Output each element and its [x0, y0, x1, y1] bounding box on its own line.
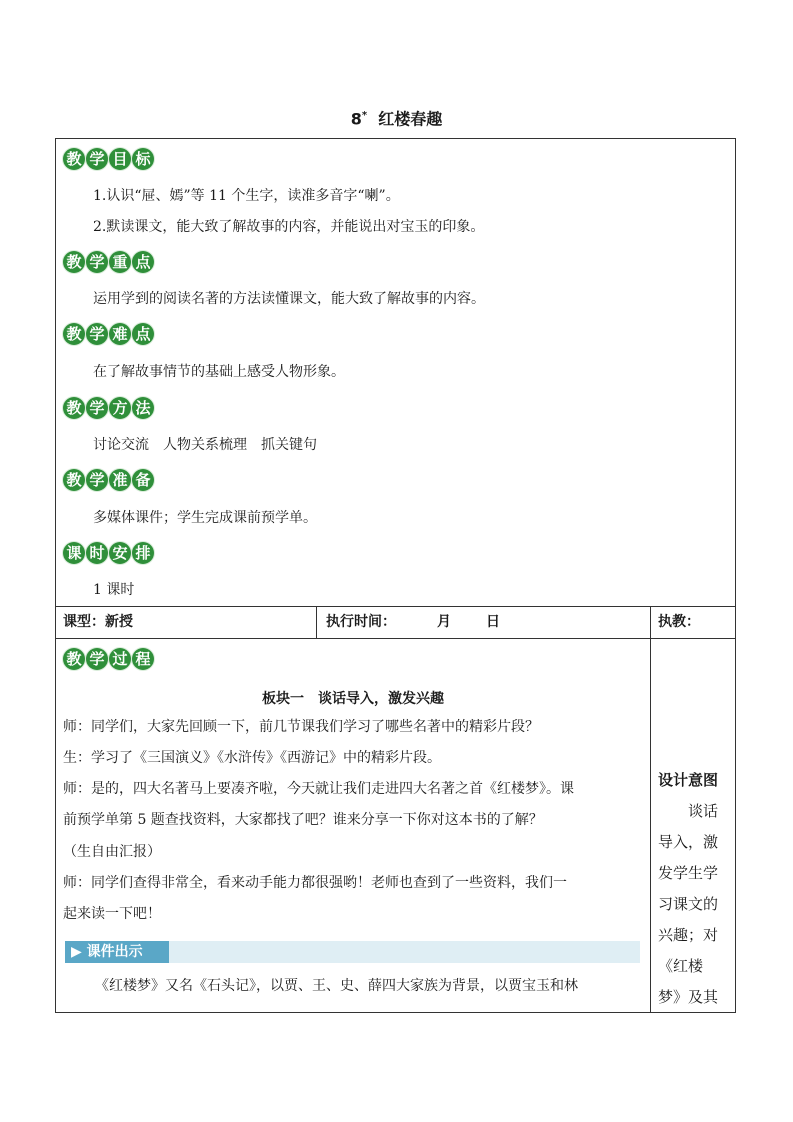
preparation-badge: 教 学 准 备 — [63, 469, 155, 491]
dialogue-line: （生自由汇报） — [63, 844, 161, 860]
table-divider — [55, 638, 736, 639]
methods-badge: 教 学 方 法 — [63, 397, 155, 419]
schedule-text: 1 课时 — [93, 582, 135, 598]
design-intent-line: 梦》及其 — [658, 988, 719, 1006]
design-intent-line: 兴趣；对 — [658, 926, 719, 944]
dialogue-line: 师：同学们查得非常全，看来动手能力都很强哟！老师也查到了一些资料，我们一 — [63, 875, 567, 891]
teacher-label: 执教： — [658, 614, 700, 630]
difficulties-badge: 教 学 难 点 — [63, 323, 155, 345]
courseware-banner — [65, 941, 640, 963]
difficulties-text: 在了解故事情节的基础上感受人物形象。 — [93, 364, 345, 380]
execution-time-label: 执行时间： — [326, 614, 396, 630]
day-label: 日 — [486, 614, 500, 630]
goal-item: 1.认识“屉、嫣”等 11 个生字，读准多音字“喇”。 — [93, 188, 400, 204]
design-intent-line: 《红楼 — [658, 957, 704, 975]
methods-text: 讨论交流 人物关系梳理 抓关键句 — [93, 437, 317, 453]
courseware-tag: ▶ 课件出示 — [65, 941, 169, 963]
dialogue-line: 师：是的，四大名著马上要凑齐啦，今天就让我们走进四大名著之首《红楼梦》。课 — [63, 781, 574, 797]
lesson-type: 课型：新授 — [63, 614, 133, 630]
goal-item: 2.默读课文，能大致了解故事的内容，并能说出对宝玉的印象。 — [93, 219, 485, 235]
courseware-text: 《红楼梦》又名《石头记》，以贾、王、史、薛四大家族为背景，以贾宝玉和林 — [95, 978, 578, 994]
dialogue-line: 生：学习了《三国演义》《水浒传》《西游记》中的精彩片段。 — [63, 750, 441, 766]
design-intent-line: 导入，激 — [658, 833, 719, 851]
table-divider — [55, 606, 736, 607]
month-label: 月 — [437, 614, 451, 630]
table-divider — [650, 606, 651, 1013]
design-intent-title: 设计意图 — [658, 771, 719, 789]
dialogue-line: 师：同学们，大家先回顾一下，前几节课我们学习了哪些名著中的精彩片段？ — [63, 719, 539, 735]
play-icon: ▶ — [71, 944, 82, 960]
dialogue-line: 前预学单第 5 题查找资料，大家都找了吧？谁来分享一下你对这本书的了解？ — [63, 812, 543, 828]
block-title: 板块一 谈话导入，激发兴趣 — [262, 691, 444, 707]
design-intent-line: 习课文的 — [658, 895, 719, 913]
key-points-badge: 教 学 重 点 — [63, 251, 155, 273]
goals-badge: 教 学 目 标 — [63, 148, 155, 170]
process-badge: 教 学 过 程 — [63, 648, 155, 670]
dialogue-line: 起来读一下吧！ — [63, 906, 161, 922]
key-points-text: 运用学到的阅读名著的方法读懂课文，能大致了解故事的内容。 — [93, 291, 485, 307]
page-title: 8* 红楼春趣 — [350, 109, 443, 129]
preparation-text: 多媒体课件；学生完成课前预学单。 — [93, 510, 317, 526]
design-intent-line: 谈话 — [688, 802, 719, 820]
schedule-badge: 课 时 安 排 — [63, 542, 155, 564]
table-divider — [316, 606, 317, 638]
design-intent-line: 发学生学 — [658, 864, 719, 882]
